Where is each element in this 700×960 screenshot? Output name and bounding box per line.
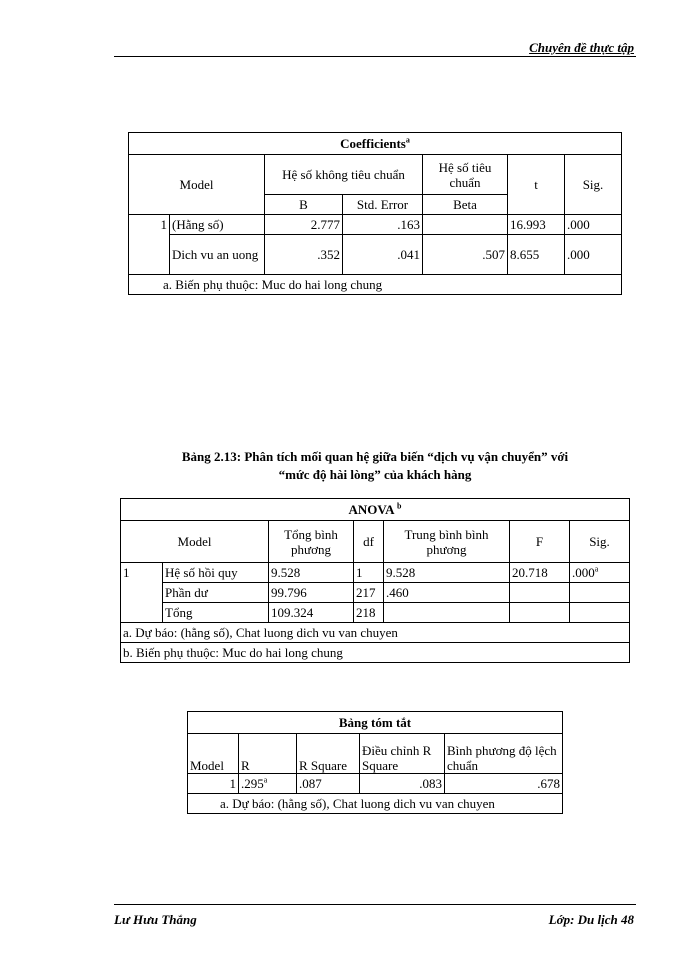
anova-row-ss: 9.528 <box>269 563 354 583</box>
summary-note: a. Dự báo: (hằng số), Chat luong dich vu van chuyen <box>188 794 563 814</box>
coef-sub-se: Std. Error <box>343 195 423 215</box>
coef-row-b: .352 <box>265 235 343 275</box>
coef-model-no: 1 <box>129 215 170 275</box>
table-caption <box>120 448 630 484</box>
coef-note: a. Biến phụ thuộc: Muc do hai long chung <box>129 275 622 295</box>
anova-row-sig <box>570 583 630 603</box>
footer-author: Lư Hưu Thắng <box>114 912 197 927</box>
caption-line-2: “mức độ hài lòng” của khách hàng <box>278 467 472 482</box>
coefficients-table <box>128 132 622 295</box>
coef-row-t: 16.993 <box>508 215 565 235</box>
anova-row-df: 1 <box>354 563 384 583</box>
anova-row-f: 20.718 <box>510 563 570 583</box>
anova-row-df: 218 <box>354 603 384 623</box>
anova-row-ms: .460 <box>384 583 510 603</box>
footer-class: Lớp: Du lịch 48 <box>548 912 634 927</box>
summary-row-model: 1 <box>188 774 239 794</box>
coef-sub-beta: Beta <box>423 195 508 215</box>
coef-row-se: .041 <box>343 235 423 275</box>
table-row <box>121 583 630 603</box>
coef-row-beta: .507 <box>423 235 508 275</box>
anova-row-ss: 99.796 <box>269 583 354 603</box>
anova-note-b: b. Biến phụ thuộc: Muc do hai long chung <box>121 643 630 663</box>
anova-title: ANOVA $^b$ <box>121 499 630 521</box>
anova-table <box>120 498 630 663</box>
summary-col-model: Model <box>188 734 239 774</box>
header-title: Chuyên đề thực tập <box>529 40 634 55</box>
summary-row-se: .678 <box>445 774 563 794</box>
anova-row-df: 217 <box>354 583 384 603</box>
anova-model-no: 1 <box>121 563 163 623</box>
summary-col-se: Bình phương độ lệch chuẩn <box>445 734 563 774</box>
header-rule <box>114 56 636 57</box>
summary-row-r2: .087 <box>297 774 360 794</box>
anova-col-df: df <box>354 521 384 563</box>
anova-row-name: Tổng <box>163 603 269 623</box>
anova-row-ss: 109.324 <box>269 603 354 623</box>
coef-sub-b: B <box>265 195 343 215</box>
anova-note-a: a. Dự báo: (hằng số), Chat luong dich vu van chuyen <box>121 623 630 643</box>
anova-row-name: Phần dư <box>163 583 269 603</box>
coef-col-std: Hệ số tiêu chuẩn <box>423 155 508 195</box>
table-row <box>129 215 622 235</box>
coefficients-title: Coefficients$^a$ <box>129 133 622 155</box>
coef-row-name: (Hằng số) <box>170 215 265 235</box>
caption-line-1: Bảng 2.13: Phân tích mối quan hệ giữa biến “dịch vụ vận chuyển” với <box>181 449 569 464</box>
summary-row-adj: .083 <box>360 774 445 794</box>
coef-row-beta <box>423 215 508 235</box>
table-row <box>129 235 622 275</box>
coef-row-t: 8.655 <box>508 235 565 275</box>
anova-col-ms: Trung bình bình phương <box>384 521 510 563</box>
anova-row-f <box>510 583 570 603</box>
anova-row-f <box>510 603 570 623</box>
summary-table <box>187 711 563 814</box>
coef-col-t: t <box>508 155 565 215</box>
anova-row-ms <box>384 603 510 623</box>
anova-col-ss: Tổng bình phương <box>269 521 354 563</box>
anova-col-sig: Sig. <box>570 521 630 563</box>
coef-col-model: Model <box>129 155 265 215</box>
summary-col-r2: R Square <box>297 734 360 774</box>
coef-row-name: Dich vu an uong <box>170 235 265 275</box>
anova-col-f: F <box>510 521 570 563</box>
coef-row-sig: .000 <box>565 215 622 235</box>
anova-col-model: Model <box>121 521 269 563</box>
table-row <box>121 603 630 623</box>
coef-col-sig: Sig. <box>565 155 622 215</box>
coef-col-unstd: Hệ số không tiêu chuẩn <box>265 155 423 195</box>
summary-col-adj: Điều chỉnh R Square <box>360 734 445 774</box>
summary-row-r: .295$^a$ <box>239 774 297 794</box>
anova-row-sig <box>570 603 630 623</box>
anova-row-name: Hệ số hồi quy <box>163 563 269 583</box>
table-row <box>188 774 563 794</box>
table-row <box>121 563 630 583</box>
footer-rule <box>114 904 636 905</box>
summary-col-r: R <box>239 734 297 774</box>
anova-row-sig: .000$^a$ <box>570 563 630 583</box>
coef-row-se: .163 <box>343 215 423 235</box>
coef-row-sig: .000 <box>565 235 622 275</box>
summary-title: Bảng tóm tắt <box>188 712 563 734</box>
coef-row-b: 2.777 <box>265 215 343 235</box>
anova-row-ms: 9.528 <box>384 563 510 583</box>
